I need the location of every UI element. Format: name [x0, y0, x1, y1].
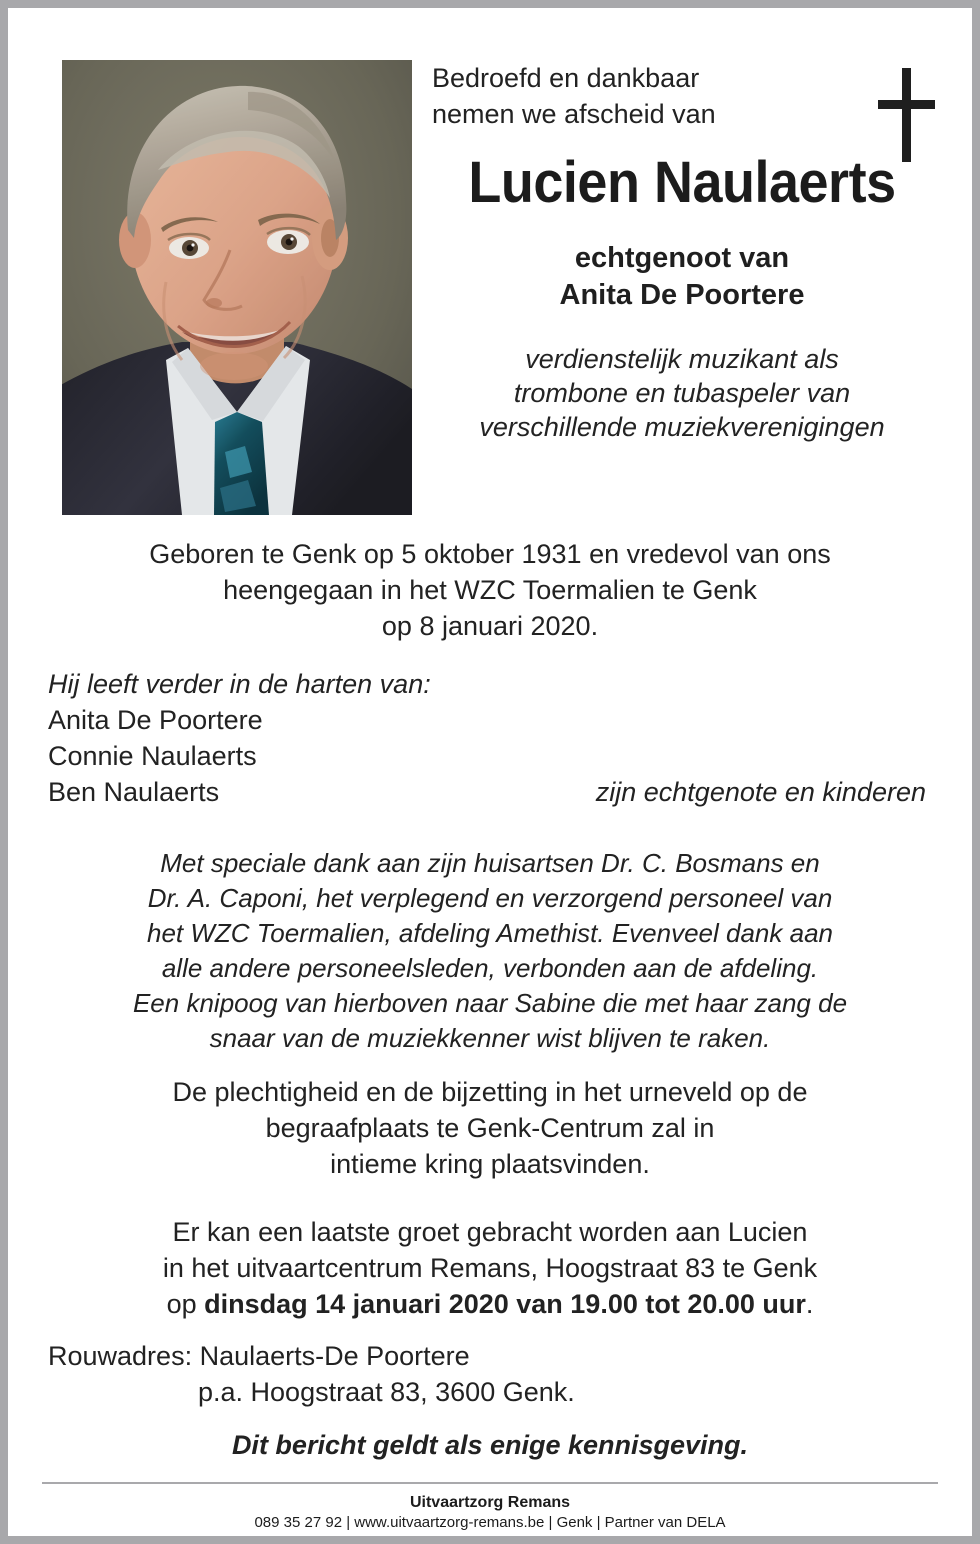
survivor-name: Connie Naulaerts	[48, 741, 257, 771]
funeral-home-contact: 089 35 27 92 | www.uitvaartzorg-remans.be | Genk | Partner van DELA	[254, 1514, 726, 1531]
sole-notice-text: Dit bericht geldt als enige kennisgeving.	[231, 1430, 749, 1460]
born-died-block	[48, 536, 932, 644]
visitation-line-1: Er kan een laatste groet gebracht worden aan Lucien	[172, 1217, 808, 1247]
memorial-card	[8, 8, 972, 1536]
mourning-address-line-2: p.a. Hoogstraat 83, 3600 Genk.	[198, 1377, 575, 1407]
thanks-line-2: Dr. A. Caponi, het verplegend en verzorgend personeel van	[147, 883, 833, 913]
tribute-line-2: trombone en tubaspeler van	[513, 378, 851, 408]
mourning-address-line-1: Rouwadres: Naulaerts-De Poortere	[48, 1341, 470, 1371]
visitation-datetime: dinsdag 14 januari 2020 van 19.00 tot 20.00 uur	[204, 1289, 806, 1319]
visitation-prefix: op	[166, 1289, 205, 1319]
born-line-1: Geboren te Genk op 5 oktober 1931 en vredevol van ons	[149, 539, 831, 569]
visitation-suffix: .	[805, 1289, 814, 1319]
thanks-line-6: snaar van de muziekkenner wist blijven te raken.	[209, 1023, 771, 1053]
survivor-row-last	[48, 774, 932, 810]
spouse-label: echtgenoot van	[574, 242, 790, 274]
visitation-line-3	[48, 1286, 932, 1322]
page-title: Lucien Naulaerts	[468, 150, 896, 215]
footer	[42, 1492, 938, 1533]
thanks-line-4: alle andere personeelsleden, verbonden aan de afdeling.	[161, 953, 819, 983]
survivor-name: Ben Naulaerts	[48, 777, 220, 807]
ceremony-line-2: begraafplaats te Genk-Centrum zal in	[265, 1113, 715, 1143]
mourning-address-block	[48, 1338, 932, 1410]
visitation-line-2: in het uitvaartcentrum Remans, Hoogstraat 83 te Genk	[162, 1253, 818, 1283]
thanks-block	[48, 846, 932, 1056]
ceremony-block	[48, 1074, 932, 1182]
footer-divider	[42, 1482, 938, 1484]
thanks-line-3: het WZC Toermalien, afdeling Amethist. Evenveel dank aan	[147, 918, 833, 948]
tribute-line-1: verdienstelijk muzikant als	[525, 344, 839, 374]
ceremony-line-1: De plechtigheid en de bijzetting in het urneveld op de	[172, 1077, 808, 1107]
survivor-name: Anita De Poortere	[48, 705, 263, 735]
ceremony-line-3: intieme kring plaatsvinden.	[330, 1149, 650, 1179]
survivors-heading: Hij leeft verder in de harten van:	[48, 669, 431, 699]
funeral-home-name: Uitvaartzorg Remans	[409, 1494, 571, 1511]
born-line-2: heengegaan in het WZC Toermalien te Genk	[223, 575, 757, 605]
survivors-block	[48, 666, 932, 810]
header-column	[432, 60, 932, 444]
visitation-block	[48, 1214, 932, 1322]
thanks-line-1: Met speciale dank aan zijn huisartsen Dr. C. Bosmans en	[160, 848, 820, 878]
intro-line-1: Bedroefd en dankbaar	[432, 63, 700, 93]
portrait-photo	[62, 60, 412, 515]
born-line-3: op 8 januari 2020.	[381, 611, 599, 641]
relation-note: zijn echtgenote en kinderen	[595, 777, 926, 807]
thanks-line-5: Een knipoog van hierboven naar Sabine die met haar zang de	[132, 988, 848, 1018]
tribute-line-3: verschillende muziekverenigingen	[479, 412, 885, 442]
intro-line-2: nemen we afscheid van	[432, 99, 716, 129]
spouse-name: Anita De Poortere	[559, 279, 805, 311]
